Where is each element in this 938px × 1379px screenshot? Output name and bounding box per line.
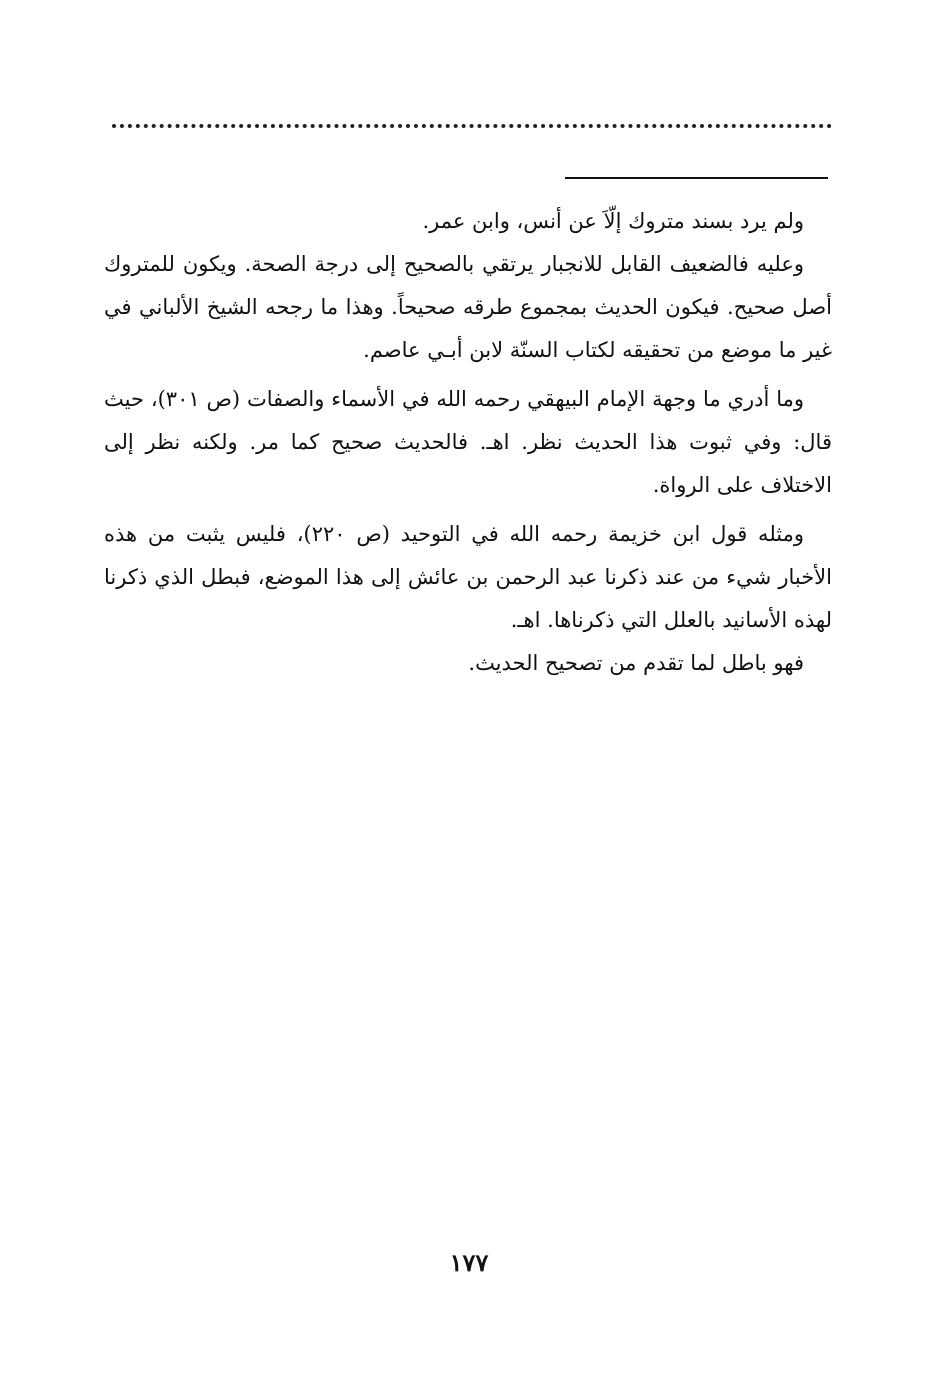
footnote-rule	[565, 177, 828, 179]
paragraph-2: وعليه فالضعيف القابل للانجبار يرتقي بالصحيح إلى درجة الصحة. ويكون للمتروك أصل صحيح. فيكون الحديث بمجموع طرقه صحيحاً. وهذا ما رجحه الشيخ الألباني في غير ما موضع من تحقيقه لكتاب السنّة لابن أبـي عاصم.	[104, 252, 832, 362]
paragraph-1: ولم يرد بسند متروك إلّاَ عن أنس، وابن عمر.	[422, 209, 804, 233]
body-text	[104, 200, 832, 685]
dotted-separator	[112, 124, 832, 128]
paragraph-5: فهو باطل لما تقدم من تصحيح الحديث.	[468, 651, 804, 675]
page-number: ١٧٧	[449, 1248, 489, 1277]
paragraph-4: ومثله قول ابن خزيمة رحمه الله في التوحيد (ص ٢٢٠)، فليس يثبت من هذه الأخبار شيء من عند ذكرنا عبد الرحمن بن عائش إلى هذا الموضع، فبطل الذي ذكرنا لهذه الأسانيد بالعلل التي ذكرناها. اهـ.	[104, 522, 832, 632]
paragraph-3: وما أدري ما وجهة الإمام البيهقي رحمه الله في الأسماء والصفات (ص ٣٠١)، حيث قال: وفي ثبوت هذا الحديث نظر. اهـ. فالحديث صحيح كما مر. ولكنه نظر إلى الاختلاف على الرواة.	[104, 387, 832, 497]
